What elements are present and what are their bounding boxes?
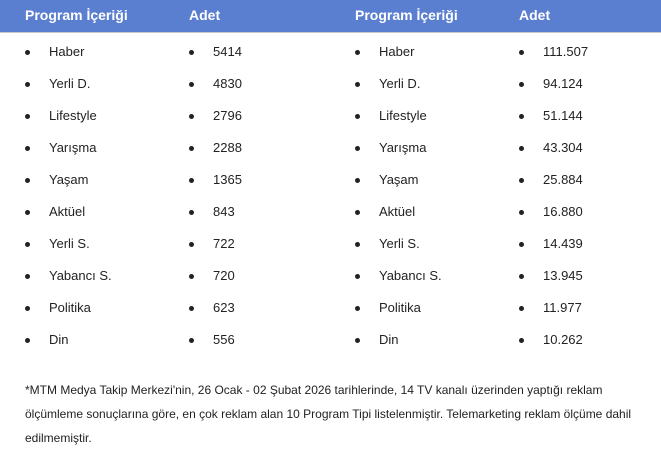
- table-row: [0, 36, 661, 68]
- table-header: [0, 0, 661, 32]
- ad-count-right: 10.262: [519, 332, 583, 347]
- program-name-right: Yarışma: [355, 140, 426, 155]
- program-name-right: Lifestyle: [355, 108, 427, 123]
- program-name-right: Yerli D.: [355, 76, 420, 91]
- ad-count-right: 14.439: [519, 236, 583, 251]
- program-name-left: Yerli S.: [25, 236, 90, 251]
- ad-count-left: 2796: [189, 108, 242, 123]
- ad-count-left: 720: [189, 268, 235, 283]
- ad-count-left: 722: [189, 236, 235, 251]
- table-body: [0, 36, 661, 356]
- program-name-left: Yerli D.: [25, 76, 90, 91]
- program-name-right: Yerli S.: [355, 236, 420, 251]
- program-name-right: Aktüel: [355, 204, 415, 219]
- ad-count-left: 556: [189, 332, 235, 347]
- ad-count-right: 43.304: [519, 140, 583, 155]
- program-name-left: Lifestyle: [25, 108, 97, 123]
- table-row: [0, 292, 661, 324]
- header-program-content-left: Program İçeriği: [25, 7, 128, 23]
- ad-count-left: 623: [189, 300, 235, 315]
- ad-count-right: 11.977: [519, 300, 582, 315]
- ad-count-left: 5414: [189, 44, 242, 59]
- header-program-content-right: Program İçeriği: [355, 7, 458, 23]
- ad-count-left: 843: [189, 204, 235, 219]
- header-divider: [0, 32, 661, 33]
- ad-count-left: 1365: [189, 172, 242, 187]
- program-name-left: Aktüel: [25, 204, 85, 219]
- program-name-right: Haber: [355, 44, 414, 59]
- program-name-left: Politika: [25, 300, 91, 315]
- ad-count-left: 2288: [189, 140, 242, 155]
- ad-count-left: 4830: [189, 76, 242, 91]
- program-name-right: Din: [355, 332, 399, 347]
- table-row: [0, 196, 661, 228]
- program-name-left: Haber: [25, 44, 84, 59]
- program-name-right: Yaşam: [355, 172, 419, 187]
- table-row: [0, 132, 661, 164]
- ad-count-right: 111.507: [519, 44, 588, 59]
- program-name-left: Yaşam: [25, 172, 89, 187]
- ad-count-right: 94.124: [519, 76, 583, 91]
- table-row: [0, 164, 661, 196]
- table-row: [0, 324, 661, 356]
- table-row: [0, 260, 661, 292]
- program-name-left: Yarışma: [25, 140, 96, 155]
- header-count-left: Adet: [189, 7, 221, 23]
- program-name-left: Yabancı S.: [25, 268, 112, 283]
- table-row: [0, 100, 661, 132]
- table-row: [0, 68, 661, 100]
- program-name-right: Yabancı S.: [355, 268, 442, 283]
- ad-count-right: 13.945: [519, 268, 583, 283]
- ad-count-right: 16.880: [519, 204, 583, 219]
- table-row: [0, 228, 661, 260]
- ad-count-right: 51.144: [519, 108, 583, 123]
- ad-count-right: 25.884: [519, 172, 583, 187]
- header-count-right: Adet: [519, 7, 551, 23]
- program-name-left: Din: [25, 332, 69, 347]
- footnote: *MTM Medya Takip Merkezi'nin, 26 Ocak - 02 Şubat 2026 tarihlerinde, 14 TV kanalı üzerinden yaptığı reklam ölçümleme sonuçlarına göre, en çok reklam alan 10 Program Tipi listelenmiştir. Telemarketing reklam ölçüme dahil edilmemiştir.: [25, 383, 632, 445]
- program-name-right: Politika: [355, 300, 421, 315]
